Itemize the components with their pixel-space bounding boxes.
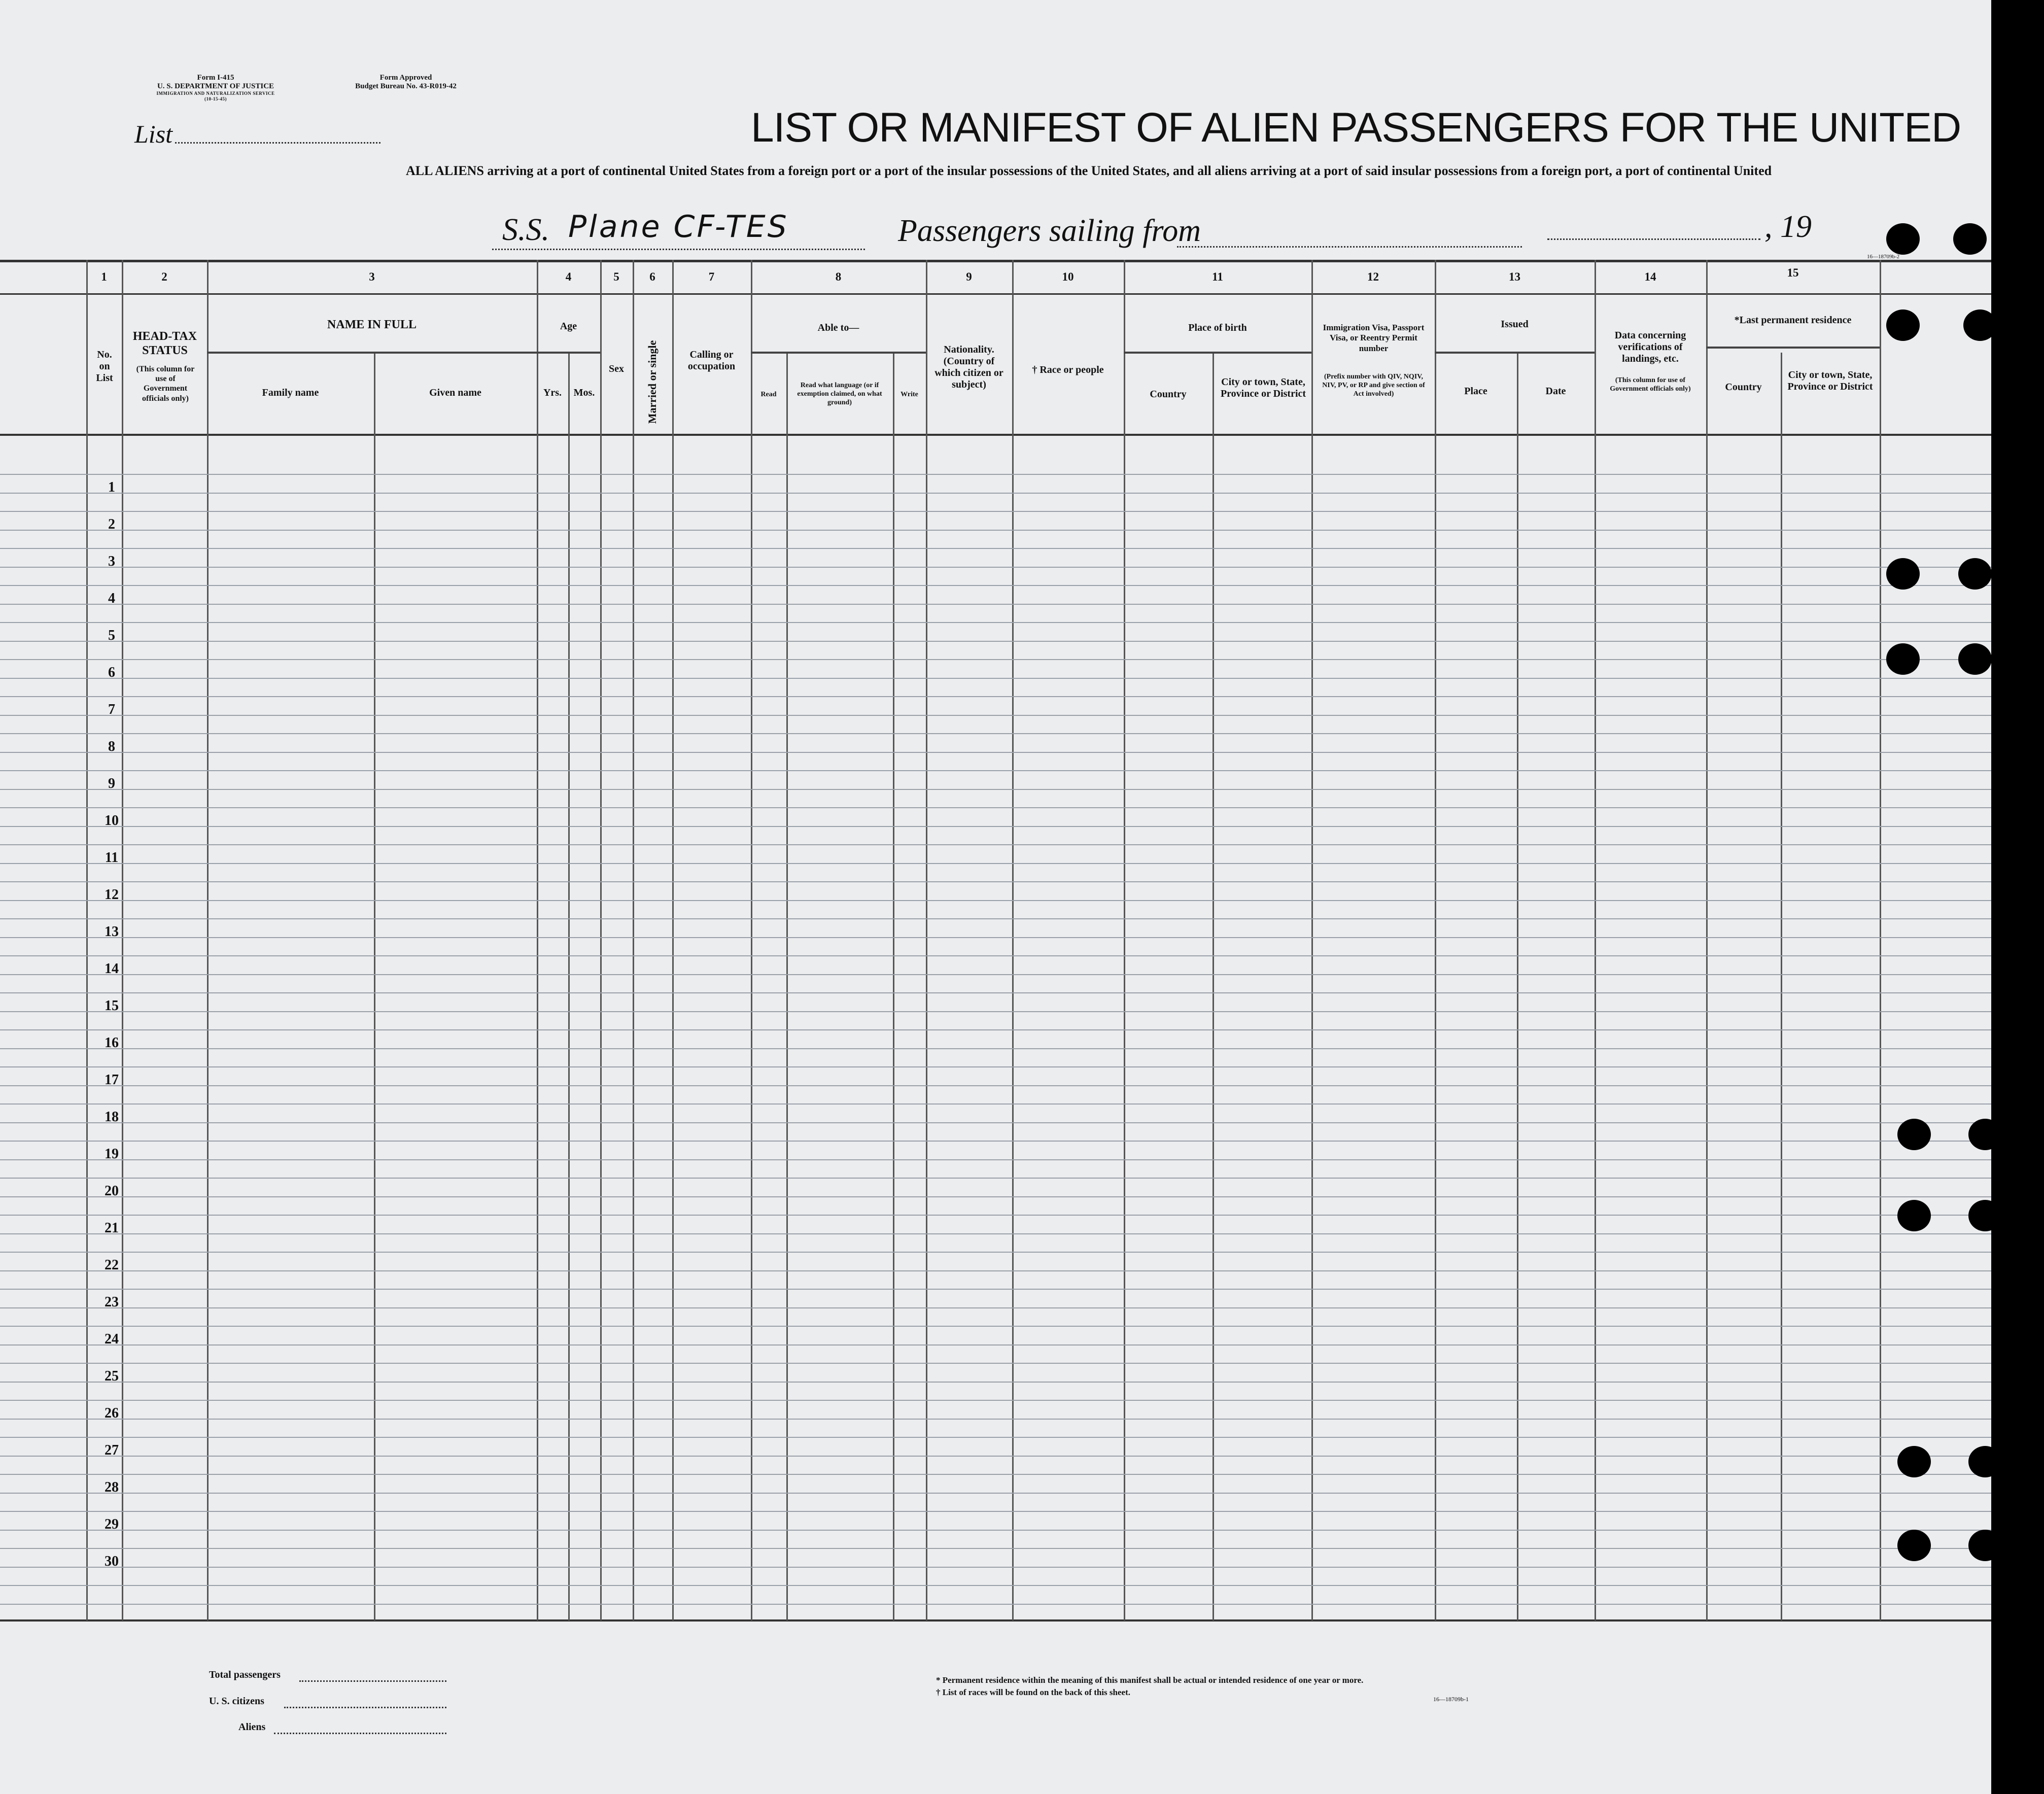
list-label: List [134, 120, 173, 148]
subheader-divider-able [751, 352, 926, 354]
colnum-1: 1 [101, 270, 107, 283]
row-rule [0, 511, 1991, 512]
row-rule [0, 1419, 1991, 1420]
punch-hole-icon [1958, 643, 1992, 675]
department-name: U. S. DEPARTMENT OF JUSTICE [157, 82, 274, 90]
punch-hole-icon [1897, 1530, 1931, 1561]
page-subtitle: ALL ALIENS arriving at a port of continental United States from a foreign port or a port of the insular possessions of the United States, and all aliens arriving at a port of said insular possessions from a foreign port, a port of continental United [406, 163, 1772, 178]
row-number: 1 [108, 479, 115, 495]
punch-hole-icon [1886, 643, 1920, 675]
header-res-country: Country [1725, 382, 1762, 393]
header-head-tax: HEAD-TAX STATUS [132, 330, 197, 357]
punch-hole-icon [1968, 1530, 2002, 1561]
row-number: 21 [105, 1220, 119, 1236]
punch-hole-icon [1968, 1446, 2002, 1477]
col-line [537, 260, 538, 1620]
row-rule [0, 1215, 1991, 1216]
row-number: 11 [105, 850, 119, 866]
row-number: 12 [105, 887, 119, 903]
row-number: 26 [105, 1405, 119, 1421]
col-line [633, 260, 634, 1620]
col-line [1212, 353, 1214, 1620]
footer-print-code: 16—18709b-1 [1433, 1696, 1469, 1703]
punch-hole-icon [1958, 558, 1992, 590]
subheader-divider-age [537, 352, 600, 354]
row-number: 7 [108, 702, 115, 717]
row-number: 10 [105, 813, 119, 829]
row-rule [0, 1437, 1991, 1438]
colnum-4: 4 [565, 270, 572, 283]
row-number: 27 [105, 1442, 119, 1458]
row-rule [0, 1326, 1991, 1327]
subheader-divider-residence [1706, 347, 1880, 349]
header-given-name: Given name [429, 387, 481, 398]
header-bottom-border [0, 434, 1991, 436]
row-number: 30 [105, 1554, 119, 1569]
header-issued: Issued [1501, 319, 1529, 330]
row-rule [0, 1085, 1991, 1086]
print-code-top: 16—18709b-2 [1867, 254, 1900, 260]
punch-hole-icon [1897, 1446, 1931, 1477]
colnum-5: 5 [613, 270, 619, 283]
year-label: , 19 [1764, 210, 1812, 244]
row-rule [0, 1493, 1991, 1494]
row-rule [0, 659, 1991, 660]
row-rule [0, 789, 1991, 790]
budget-block [325, 74, 487, 91]
row-number: 18 [105, 1109, 119, 1125]
header-issued-date: Date [1545, 386, 1566, 397]
row-rule [0, 1233, 1991, 1234]
punch-hole-icon [1886, 558, 1920, 590]
row-number: 9 [108, 776, 115, 791]
ship-name-field[interactable] [492, 249, 865, 250]
row-rule [0, 974, 1991, 975]
col-line [1595, 260, 1596, 1620]
row-rule [0, 1141, 1991, 1142]
punch-hole-icon [1886, 223, 1920, 255]
colnum-6: 6 [649, 270, 655, 283]
punch-hole-icon [1963, 309, 1997, 341]
header-race: † Race or people [1032, 364, 1104, 375]
row-number: 29 [105, 1516, 119, 1532]
header-place-of-birth: Place of birth [1188, 322, 1247, 333]
col-line [1012, 260, 1014, 1620]
row-rule [0, 1159, 1991, 1160]
footer-citizens-label: U. S. citizens [209, 1696, 264, 1707]
punch-hole-icon [1968, 1200, 2002, 1231]
row-rule [0, 585, 1991, 586]
row-rule [0, 1103, 1991, 1105]
row-rule [0, 1048, 1991, 1049]
col-line [374, 353, 375, 1620]
row-rule [0, 1511, 1991, 1512]
budget-number: Budget Bureau No. 43-R019-42 [355, 82, 457, 90]
footer-citizens-field[interactable] [284, 1707, 446, 1708]
row-rule [0, 826, 1991, 827]
header-visa: Immigration Visa, Passport Visa, or Reentry Permit number [1323, 323, 1425, 353]
row-rule [0, 1530, 1991, 1531]
colnum-2: 2 [161, 270, 167, 283]
subheader-divider-birth [1124, 352, 1311, 354]
page-title: LIST OR MANIFEST OF ALIEN PASSENGERS FOR THE UNITED [751, 105, 1961, 151]
subheader-divider-issued [1435, 352, 1595, 354]
col-line [1706, 260, 1708, 1620]
row-rule [0, 770, 1991, 771]
colnum-10: 10 [1062, 270, 1074, 283]
row-rule [0, 1196, 1991, 1197]
sailing-from-field[interactable] [1177, 246, 1522, 248]
colnum-15: 15 [1787, 266, 1799, 279]
header-issued-place: Place [1464, 386, 1487, 397]
colnum-9: 9 [966, 270, 972, 283]
list-number-field[interactable] [175, 142, 380, 144]
row-rule [0, 844, 1991, 845]
header-married: Married or single [646, 340, 659, 424]
row-number: 5 [108, 628, 115, 643]
header-nationality: Nationality. (Country of which citizen or subject) [934, 344, 1003, 390]
ship-name-handwritten: Plane CF-TES [568, 209, 789, 245]
row-rule [0, 678, 1991, 679]
header-res-city: City or town, State, Province or District [1787, 369, 1873, 392]
header-verifications-note: (This column for use of Government officials only) [1610, 376, 1691, 393]
header-sex: Sex [609, 363, 624, 374]
sailing-date-field[interactable] [1547, 238, 1760, 240]
row-number: 24 [105, 1331, 119, 1347]
punch-hole-icon [1968, 1119, 2002, 1150]
row-rule [0, 1270, 1991, 1271]
row-rule [0, 641, 1991, 642]
row-rule [0, 937, 1991, 938]
row-rule [0, 1122, 1991, 1123]
row-rule [0, 1604, 1991, 1605]
header-birth-country: Country [1150, 389, 1187, 400]
col-line [568, 353, 570, 1620]
col-line [1311, 260, 1313, 1620]
row-rule [0, 1400, 1991, 1401]
row-number: 3 [108, 554, 115, 569]
header-family-name: Family name [262, 387, 319, 398]
row-rule [0, 1363, 1991, 1364]
header-head-tax-note: (This column for use of Government officials only) [136, 365, 195, 403]
ss-label: S.S. [502, 213, 549, 247]
row-rule [0, 696, 1991, 697]
footer-aliens-label: Aliens [238, 1721, 266, 1733]
header-verifications: Data concerning verifications of landings, etc. [1614, 330, 1686, 364]
row-number: 8 [108, 739, 115, 754]
row-rule [0, 1567, 1991, 1568]
row-rule [0, 1252, 1991, 1253]
header-last-residence: *Last permanent residence [1734, 315, 1852, 326]
row-rule [0, 1548, 1991, 1549]
row-rule [0, 1307, 1991, 1308]
row-rule [0, 1011, 1991, 1012]
row-rule [0, 1029, 1991, 1030]
col-line [1124, 260, 1125, 1620]
header-write: Write [900, 391, 918, 398]
row-number: 22 [105, 1257, 119, 1273]
row-rule [0, 530, 1991, 531]
row-rule [0, 1382, 1991, 1383]
row-number: 15 [105, 998, 119, 1014]
row-number: 25 [105, 1368, 119, 1384]
colnum-7: 7 [708, 270, 715, 283]
row-number: 14 [105, 961, 119, 977]
row-rule [0, 1066, 1991, 1067]
row-rule [0, 604, 1991, 605]
colnum-8: 8 [835, 270, 842, 283]
punch-hole-icon [1953, 223, 1987, 255]
row-number: 2 [108, 516, 115, 532]
row-rule [0, 715, 1991, 716]
colnum-divider [0, 293, 1991, 295]
col-line [786, 353, 788, 1620]
header-visa-note: (Prefix number with QIV, NQIV, NIV, PV, or RP and give section of Act involved) [1322, 373, 1425, 398]
row-rule [0, 752, 1991, 753]
footer-note-races: † List of races will be found on the back of this sheet. [936, 1687, 1130, 1697]
header-birth-city: City or town, State, Province or District [1220, 376, 1306, 399]
col-line [751, 260, 752, 1620]
sailing-from-label: Passengers sailing from [898, 214, 1201, 248]
row-rule [0, 881, 1991, 882]
row-rule [0, 918, 1991, 919]
col-line [1880, 260, 1881, 1620]
header-calling: Calling or occupation [687, 349, 736, 372]
col-line [672, 260, 674, 1620]
header-read-language: Read what language (or if exemption claimed, on what ground) [797, 382, 882, 406]
row-rule [0, 1585, 1991, 1586]
table-top-border [0, 260, 1991, 262]
form-date: (10-15-45) [204, 96, 227, 101]
header-age: Age [560, 321, 577, 332]
row-number: 20 [105, 1183, 119, 1199]
col-line [926, 260, 927, 1620]
punch-hole-icon [1897, 1200, 1931, 1231]
col-line [1435, 260, 1436, 1620]
col-line [1517, 353, 1518, 1620]
footer-total-field[interactable] [299, 1680, 446, 1682]
header-yrs: Yrs. [543, 387, 562, 398]
row-rule [0, 1456, 1991, 1457]
col-line [600, 260, 602, 1620]
punch-hole-icon [1886, 309, 1920, 341]
colnum-14: 14 [1644, 270, 1656, 283]
row-number: 4 [108, 591, 115, 606]
col-line [893, 353, 894, 1620]
col-line [1781, 353, 1782, 1620]
colnum-3: 3 [369, 270, 375, 283]
scan-border-right [1991, 0, 2044, 1794]
colnum-13: 13 [1509, 270, 1520, 283]
footer-total-label: Total passengers [209, 1669, 281, 1680]
header-able-to: Able to— [817, 322, 859, 333]
form-id-block [129, 74, 302, 102]
table-bottom-border [0, 1619, 1991, 1622]
colnum-11: 11 [1212, 270, 1223, 283]
row-number: 23 [105, 1294, 119, 1310]
row-rule [0, 474, 1991, 475]
footer-note-residence: * Permanent residence within the meaning of this manifest shall be actual or intended residence of one year or more. [936, 1675, 1364, 1685]
row-number: 17 [105, 1072, 119, 1088]
row-number: 13 [105, 924, 119, 940]
form-approved: Form Approved [379, 74, 432, 82]
row-number: 16 [105, 1035, 119, 1051]
row-rule [0, 863, 1991, 864]
col-line [207, 260, 209, 1620]
header-name-in-full: NAME IN FULL [327, 318, 417, 331]
row-rule [0, 1344, 1991, 1346]
row-rule [0, 567, 1991, 568]
service-name: IMMIGRATION AND NATURALIZATION SERVICE [156, 91, 275, 96]
row-rule [0, 733, 1991, 734]
colnum-12: 12 [1367, 270, 1379, 283]
subheader-divider-name [207, 352, 537, 354]
row-rule [0, 900, 1991, 901]
row-number: 19 [105, 1146, 119, 1162]
row-rule [0, 807, 1991, 808]
header-no-on-list: No. on List [96, 349, 113, 384]
header-mos: Mos. [573, 387, 595, 398]
row-rule [0, 992, 1991, 993]
row-number: 6 [108, 665, 115, 680]
footer-aliens-field[interactable] [274, 1733, 446, 1734]
form-number: Form I-415 [197, 74, 234, 82]
header-read: Read [760, 391, 777, 398]
row-number: 28 [105, 1479, 119, 1495]
row-rule [0, 1178, 1991, 1179]
row-rule [0, 1289, 1991, 1290]
row-rule [0, 622, 1991, 623]
row-rule [0, 1474, 1991, 1475]
row-rule [0, 548, 1991, 549]
row-rule [0, 493, 1991, 494]
row-rule [0, 955, 1991, 956]
punch-hole-icon [1897, 1119, 1931, 1150]
